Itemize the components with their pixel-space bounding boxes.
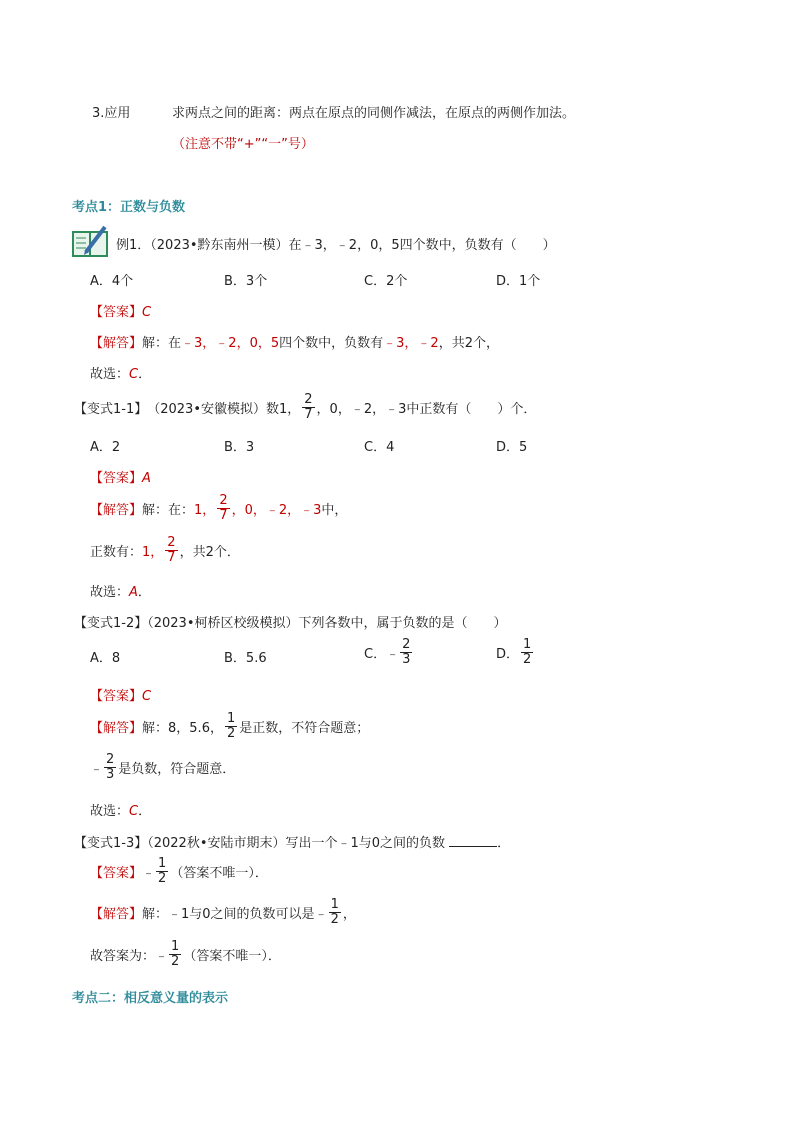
intro-line1: 求两点之间的距离：两点在原点的同侧作减法，在原点的两侧作加法。 [172,106,576,121]
fraction-numerator: 2 [167,535,176,550]
ex1-solution [90,332,499,351]
fraction-numerator: 1 [158,856,167,871]
answer-tag: 【答案】 [90,305,143,320]
choose-label: 故选： [90,367,130,382]
ex1-question: 例1．（2023•黔东南州一模）在﹣3，﹣2，0，5四个数中，负数有（ ） [116,238,556,253]
v11-option-c: C．4 [364,440,395,455]
answer-blank [449,834,497,847]
v11-option-a: A．2 [90,440,121,455]
solution-numbers: ﹣3，﹣2，0，5 [181,336,280,351]
negative-sign: ﹣ [386,646,400,662]
fraction-denominator: 3 [106,766,115,782]
fraction-denominator: 2 [523,651,532,667]
v12-negative [90,753,235,781]
solution-text: 解：﹣1与0之间的负数可以是 [142,906,315,922]
choose-label: 故选： [90,804,130,819]
solution-negatives: ﹣3，﹣2 [383,336,439,351]
ex1-option-a: A．4个 [90,274,134,289]
variant-tag: 【变式1-2】 [74,616,148,631]
v12-option-a: A．8 [90,651,121,666]
solution-numbers: ，0，﹣2，﹣3 [231,502,322,518]
solution-text: 解：在 [142,336,182,351]
ex1-option-c: C．2个 [364,274,408,289]
fraction-numerator: 1 [171,939,180,954]
solution-text: 解：在： [142,502,195,518]
v12-option-d [496,638,535,666]
option-label: D． [496,646,520,662]
fraction-numerator: 1 [523,637,532,652]
question-text: （2023•柯桥区校级模拟）下列各数中，属于负数的是（ ） [147,616,507,631]
section-title: 考点二：相反意义量的表示 [72,991,229,1006]
fraction-denominator: 2 [158,870,167,886]
fraction [225,712,237,740]
intro-label: 3.应用 [92,106,131,121]
solution-text: ，共2个， [438,336,499,351]
fraction-numerator: 2 [402,637,411,652]
variant-tag: 【变式1-1】 [74,401,148,417]
intro-line2: （注意不带“+”“一”号） [172,137,314,152]
fraction [104,753,116,781]
solution-text: 正数有： [90,544,143,560]
answer-tag: 【答案】 [90,865,143,881]
v12-choose [90,800,151,819]
solution-text: 是正数，不符合题意； [239,720,370,736]
v11-choose [90,581,151,600]
fraction [156,857,168,885]
solution-text: 解：8，5.6， [142,720,223,736]
fraction-numerator: 2 [106,752,115,767]
fraction-numerator: 2 [304,392,313,407]
fraction-denominator: 7 [219,507,228,523]
answer-tag: 【答案】 [90,471,143,486]
question-text: （2023•安徽模拟）数1， [147,401,301,417]
solution-tag: 【解答】 [90,502,143,518]
choose-value: A [129,585,138,600]
choose-value: C [129,367,139,382]
v13-question [74,832,510,851]
fraction [521,638,533,666]
solution-tag: 【解答】 [90,336,143,351]
ex1-option-d: D．1个 [496,274,541,289]
v11-option-d: D．5 [496,440,528,455]
v12-option-b: B．5.6 [224,651,267,666]
solution-text: ，共2个． [179,544,240,560]
solution-number: 1， [142,544,164,560]
fraction-denominator: 2 [171,953,180,969]
v11-positives [90,536,240,564]
answer-value: A [142,471,151,486]
solution-number: 1， [194,502,216,518]
choose-value: C [129,804,139,819]
fraction-numerator: 1 [330,897,339,912]
v13-answer [90,857,268,885]
ex1-choose [90,363,151,382]
solution-text: ， [342,906,356,922]
fraction-numerator: 1 [226,711,236,726]
negative-sign: ﹣ [142,865,156,881]
answer-tag: 【答案】 [90,689,143,704]
fraction [217,494,229,522]
v12-question [74,612,507,631]
fraction-denominator: 2 [226,725,236,741]
fraction [302,393,314,421]
solution-text: 是负数，符合题意． [118,761,236,777]
ex1-answer [90,301,151,320]
answer-note: （答案不唯一）． [170,865,268,881]
solution-text: 四个数中，负数有 [279,336,384,351]
negative-sign: ﹣ [314,906,328,922]
negative-sign: ﹣ [90,761,104,777]
choose-label: 故选： [90,585,130,600]
fraction [169,940,181,968]
fraction-denominator: 7 [304,406,313,422]
v13-solution [90,898,356,926]
ex1-option-b: B．3个 [224,274,268,289]
fraction-denominator: 2 [330,911,339,927]
period: ． [497,836,511,851]
period: ． [138,367,152,382]
solution-tag: 【解答】 [90,720,143,736]
v12-answer [90,685,151,704]
period: ． [137,585,151,600]
variant-tag: 【变式1-3】 [74,836,148,851]
v11-solution [90,494,347,522]
fraction-numerator: 2 [219,493,228,508]
v11-option-b: B．3 [224,440,255,455]
question-text: （2022秋•安陆市期末）写出一个﹣1与0之间的负数 [147,836,446,851]
fraction [165,536,177,564]
answer-value: C [142,305,152,320]
fraction [329,898,341,926]
question-text: ，0，﹣2，﹣3中正数有（ ）个． [316,401,537,417]
v12-solution [90,712,369,740]
answer-value: C [142,689,152,704]
fraction-denominator: 7 [167,549,176,565]
v13-final [90,940,281,968]
fraction-denominator: 3 [402,651,411,667]
solution-tag: 【解答】 [90,906,143,922]
fraction [400,638,412,666]
option-label: C． [364,646,387,662]
v11-question [74,393,536,421]
final-label: 故答案为： [90,948,156,964]
answer-note: （答案不唯一）． [183,948,281,964]
solution-text: 中， [321,502,348,518]
negative-sign: ﹣ [155,948,169,964]
book-pen-icon [72,224,110,258]
v12-option-c [364,638,414,666]
v11-answer [90,467,151,486]
section-title: 考点1：正数与负数 [72,200,186,215]
period: ． [138,804,152,819]
